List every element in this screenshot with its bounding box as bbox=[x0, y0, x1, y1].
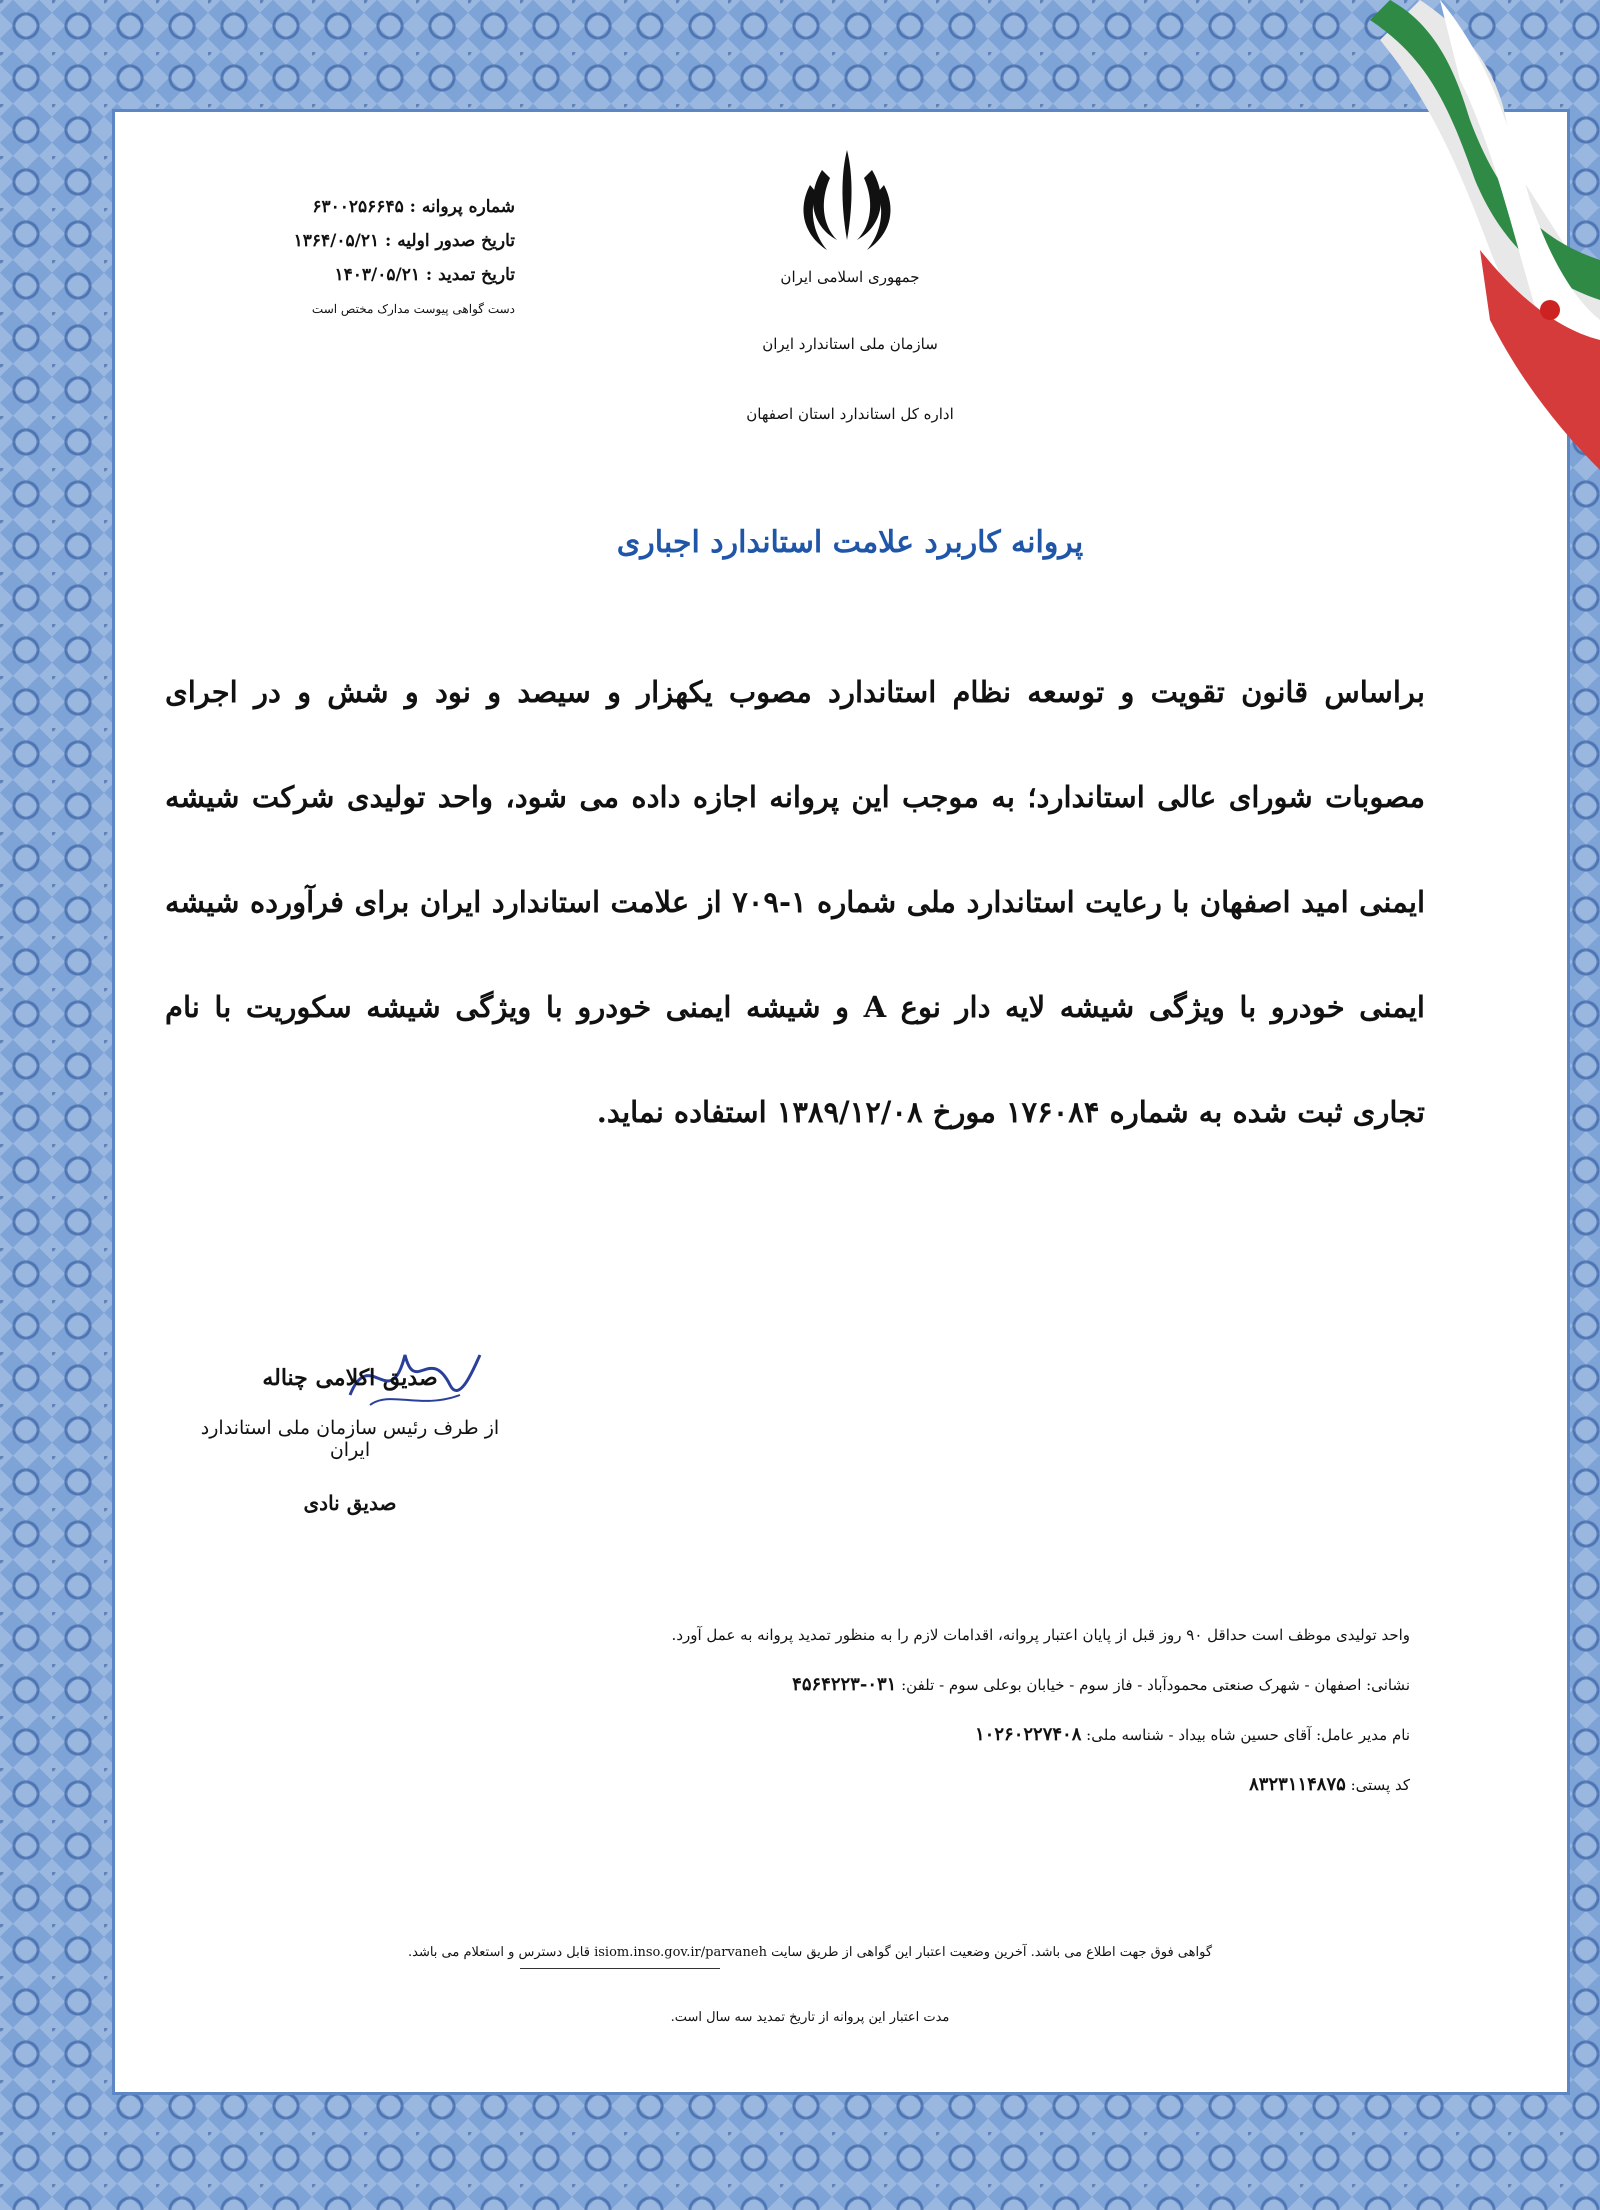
footer-manager bbox=[600, 1710, 1410, 1760]
verification-note: گواهی فوق جهت اطلاع می باشد. آخرین وضعیت اعتبار این گواهی از طریق سایت isiom.inso.gov.ir/parvaneh قابل دسترس و استعلام می باشد. bbox=[407, 1945, 1213, 1960]
footer-manager-label: نام مدیر عامل: آقای حسین شاه بیداد - شناسه ملی: bbox=[1086, 1726, 1410, 1744]
footer-postal-code: ۸۳۲۳۱۱۴۸۷۵ bbox=[1249, 1774, 1346, 1795]
signatory-title: از طرف رئیس سازمان ملی استاندارد ایران bbox=[200, 1417, 500, 1461]
footer-info bbox=[600, 1610, 1410, 1810]
iran-emblem-icon bbox=[792, 140, 902, 260]
certificate-body: براساس قانون تقویت و توسعه نظام استاندارد مصوب یکهزار و سیصد و نود و شش و در اجرای مصوبات شورای عالی استاندارد؛ به موجب این پروانه اجازه داده می شود، واحد تولیدی شرکت شیشه ایمنی امید اصفهان با رعایت استاندارد ملی شماره ۱-۷۰۹ از علامت استاندارد ایران برای فرآورده شیشه ایمنی خودرو با ویژگی شیشه لایه دار نوع A و شیشه ایمنی خودرو با ویژگی شیشه سکوریت با نام تجاری ثبت شده به شماره ۱۷۶۰۸۴ مورخ ۱۳۸۹/۱۲/۰۸ استفاده نماید. bbox=[165, 675, 1425, 1129]
footer-postal bbox=[600, 1760, 1410, 1810]
meta-note: دست گواهی پیوست مدارک مختص است bbox=[311, 302, 515, 316]
footer-address-label: نشانی: اصفهان - شهرک صنعتی محمودآباد - فاز سوم - خیابان بوعلی سوم - تلفن: bbox=[901, 1676, 1410, 1694]
issue-date: تاریخ صدور اولیه : ۱۳۶۴/۰۵/۲۱ bbox=[293, 231, 515, 251]
org-line-department: اداره کل استاندارد استان اصفهان bbox=[746, 405, 954, 423]
license-meta bbox=[195, 190, 515, 326]
license-number: شماره پروانه : ۶۳۰۰۲۵۶۶۴۵ bbox=[312, 197, 515, 217]
signatory-sub: صدیق نادی bbox=[303, 1491, 397, 1515]
certificate-title: پروانه کاربرد علامت استاندارد اجباری bbox=[616, 525, 1084, 560]
renewal-date: تاریخ تمدید : ۱۴۰۳/۰۵/۲۱ bbox=[334, 265, 515, 285]
footer-address bbox=[600, 1660, 1410, 1710]
footer-phone: ۰۳۱-۴۵۶۴۲۲۳ bbox=[792, 1674, 897, 1695]
signature-block bbox=[185, 1365, 515, 1515]
org-line-organization: سازمان ملی استاندارد ایران bbox=[762, 335, 938, 353]
signatory-name: صدیق اکلامی چناله bbox=[262, 1365, 438, 1391]
org-line-republic: جمهوری اسلامی ایران bbox=[780, 268, 920, 286]
url-underline bbox=[520, 1968, 720, 1969]
footer-postal-label: کد پستی: bbox=[1350, 1776, 1410, 1794]
validity-note: مدت اعتبار این پروانه از تاریخ تمدید سه سال است. bbox=[670, 2010, 950, 2025]
footer-renewal-note: واحد تولیدی موظف است حداقل ۹۰ روز قبل از پایان اعتبار پروانه، اقدامات لازم را به منظور تمدید پروانه به عمل آورد. bbox=[671, 1626, 1410, 1644]
footer-national-id: ۱۰۲۶۰۲۲۷۴۰۸ bbox=[975, 1724, 1082, 1745]
iran-flag-icon bbox=[1180, 0, 1600, 470]
